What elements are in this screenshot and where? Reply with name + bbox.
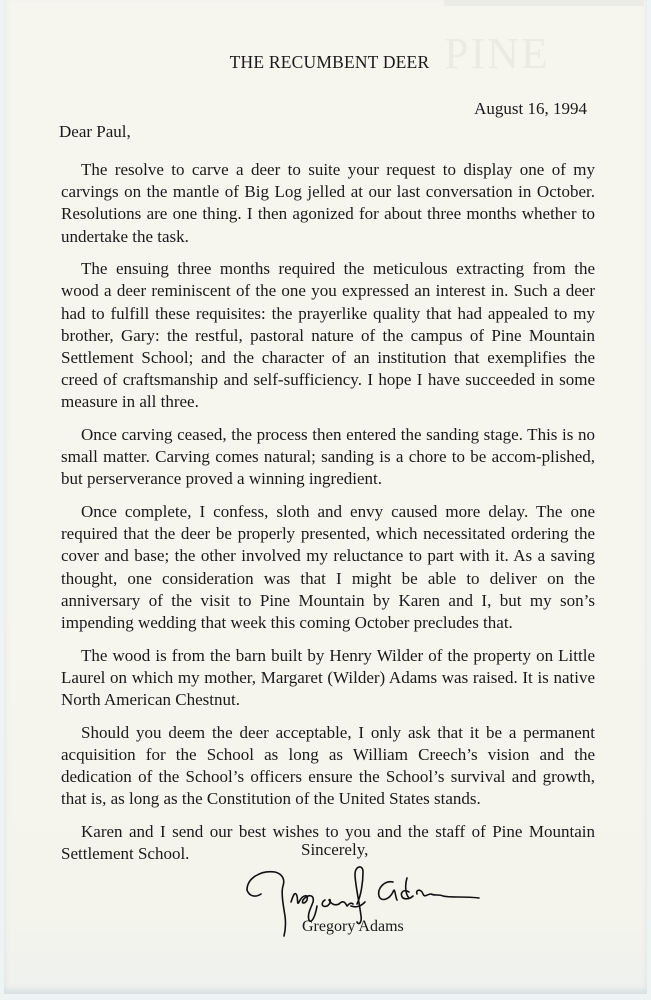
letter-title: THE RECUMBENT DEER (229, 52, 430, 72)
letter-date: August 16, 1994 (474, 99, 587, 118)
letter-page (4, 0, 647, 994)
paragraph: Once complete, I confess, sloth and envy caused more delay. The one required that the deer be properly presented, which necessitated ordering the cover and base; the other involved my reluctance to part with it. As a saving thought, one consideration was that I might be able to deliver on the anniversary of the visit to Pine Mountain by Karen and I, but my son’s impending wedding that week this coming October precludes that. (61, 502, 595, 633)
letter-body (61, 159, 595, 876)
bleed-through-letterhead: PINE (444, 29, 550, 78)
paragraph: The ensuing three months required the meticulous extracting from the wood a deer reminiscent of the one you expressed an interest in. Such a deer had to fulfill these requisites: the prayerlike quality that had appealed to my brother, Gary: the restful, pastoral nature of the campus of Pine Mountain Settlement School; and the character of an institution that exemplifies the creed of craftsmanship and self-sufficiency. I hope I have succeeded in some measure in all three. (61, 259, 595, 412)
signer-name: Gregory Adams (302, 918, 404, 935)
salutation: Dear Paul, (59, 122, 131, 141)
paragraph: Should you deem the deer acceptable, I only ask that it be a permanent acquisition for the School as long as William Creech’s vision and the dedication of the School’s officers ensure the School’s survival and growth, that is, as long as the Constitution of the United States stands. (61, 722, 595, 809)
paragraph: The wood is from the barn built by Henry Wilder of the property on Little Laurel on which my mother, Margaret (Wilder) Adams was raised. It is native North American Chestnut. (61, 645, 595, 710)
bleed-through-mark (444, 0, 644, 6)
paragraph: The resolve to carve a deer to suite your request to display one of my carvings on the mantle of Big Log jelled at our last conversation in October. Resolutions are one thing. I then agonized for about three months whether to undertake the task. (61, 160, 595, 246)
paragraph: Once carving ceased, the process then entered the sanding stage. This is no small matter. Carving comes natural; sanding is a chore to be accom-plished, but perserverance proved a winning ingredient. (61, 425, 595, 489)
paragraph: Karen and I send our best wishes to you and the staff of Pine Mountain Settlement School. (61, 821, 595, 864)
closing: Sincerely, (301, 840, 369, 859)
